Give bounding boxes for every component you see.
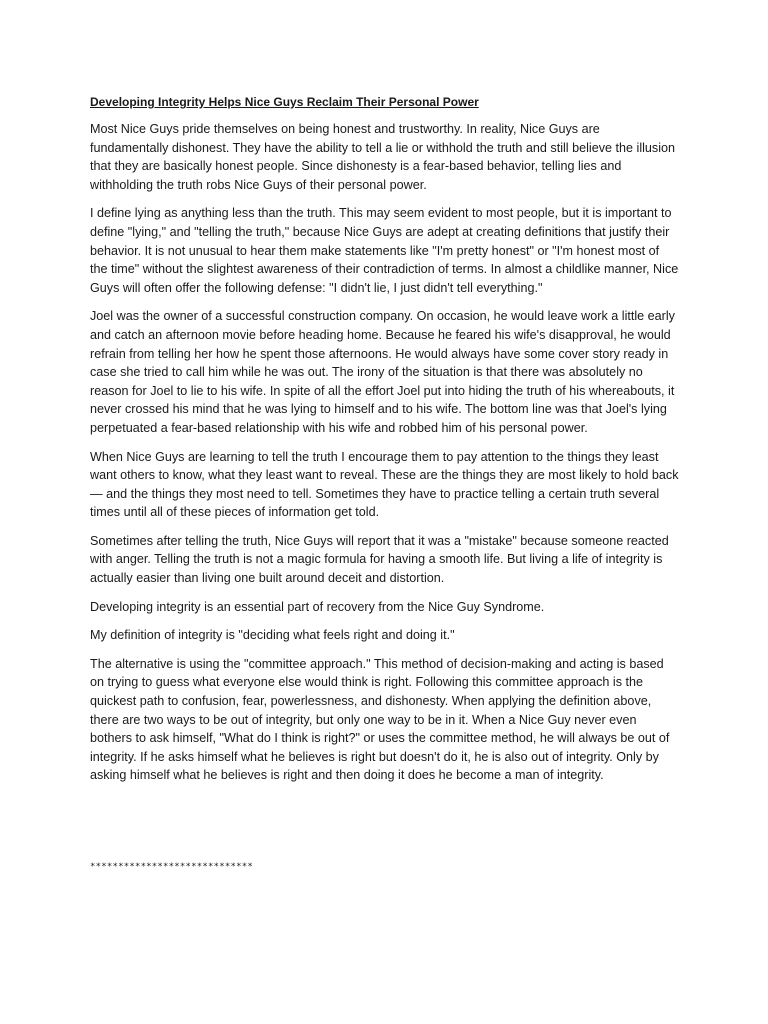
paragraph: Developing integrity is an essential part of recovery from the Nice Guy Syndrome.	[90, 599, 545, 614]
document-page	[90, 94, 680, 795]
paragraph: The alternative is using the "committee approach." This method of decision-making and acting is based on trying to guess what everyone else would think is right. Following this committee approach is the quickest path to confusion, fear, powerlessness, and dishonesty. When applying the definition above, there are two ways to be out of integrity, but only one way to be in it. When a Nice Guy never even bothers to ask himself, "What do I think is right?" or uses the committee method, he will always be out of integrity. If he asks himself what he believes is right but doesn't do it, he is also out of integrity. Only by asking himself what he believes is right and then doing it does he become a man of integrity.	[90, 656, 670, 783]
paragraph: My definition of integrity is "deciding what feels right and doing it."	[90, 628, 455, 643]
document-title: Developing Integrity Helps Nice Guys Reclaim Their Personal Power	[90, 95, 479, 109]
asterisk-separator: *****************************	[90, 862, 253, 872]
paragraph: When Nice Guys are learning to tell the truth I encourage them to pay attention to the things they least want others to know, what they least want to reveal. These are the things they are most likely to hold back — and the things they most need to tell. Sometimes they have to practice telling a certain truth several times until all of these pieces of information get told.	[90, 449, 679, 520]
paragraph: Sometimes after telling the truth, Nice Guys will report that it was a "mistake" because someone reacted with anger. Telling the truth is not a magic formula for having a smooth life. But living a life of integrity is actually easier than living one built around deceit and distortion.	[90, 533, 669, 586]
paragraph: Most Nice Guys pride themselves on being honest and trustworthy. In reality, Nice Guys are fundamentally dishonest. They have the ability to tell a lie or withhold the truth and still believe the illusion that they are basically honest people. Since dishonesty is a fear-based behavior, telling lies and withholding the truth robs Nice Guys of their personal power.	[90, 122, 676, 192]
paragraph: Joel was the owner of a successful construction company. On occasion, he would leave work a little early and catch an afternoon movie before heading home. Because he feared his wife's disapproval, he would refrain from telling her how he spent those afternoons. He would always have some cover story ready in case she tried to call him while he was out. The irony of the situation is that there was absolutely no reason for Joel to lie to his wife. In spite of all the effort Joel put into hiding the truth of his whereabouts, it never crossed his mind that he was lying to himself and to his wife. The bottom line was that Joel's lying perpetuated a fear-based relationship with his wife and robbed him of his personal power.	[90, 309, 675, 435]
paragraph: I define lying as anything less than the truth. This may seem evident to most people, but it is important to define "lying," and "telling the truth," because Nice Guys are adept at creating definitions that justify their behavior. It is not unusual to hear them make statements like "I'm pretty honest" or "I'm honest most of the time" without the slightest awareness of their contradiction of terms. In almost a childlike manner, Nice Guys will often offer the following defense: "I didn't lie, I just didn't tell everything."	[90, 206, 679, 295]
